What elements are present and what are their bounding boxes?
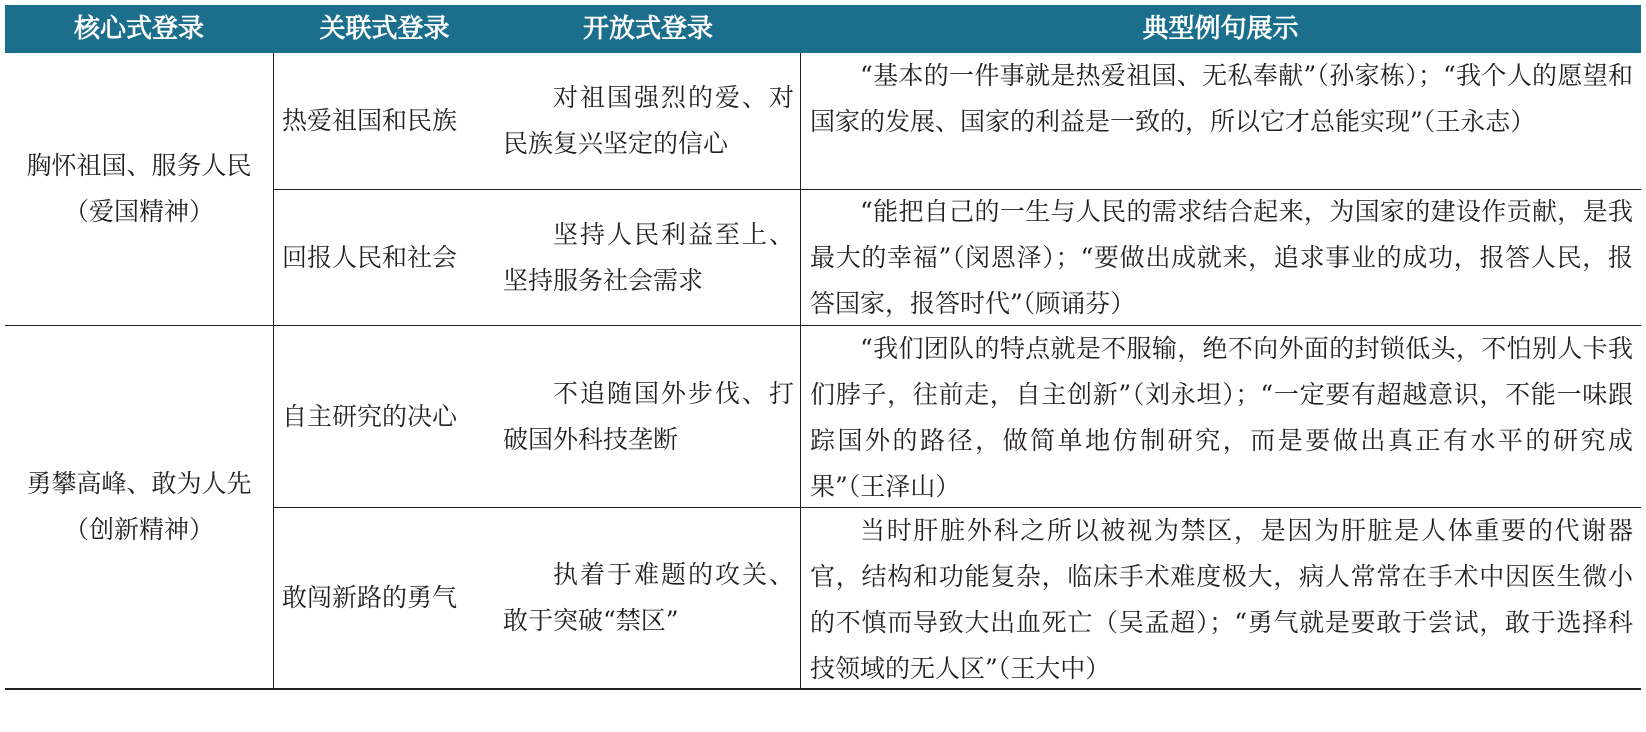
core-label: 勇攀高峰、敢为人先 [26,469,252,498]
example-text: “我们团队的特点就是不服输，绝不向外面的封锁低头，不怕别人卡我们脖子，往前走，自主创新”（刘永坦）；“一定要有超越意识，不能一味跟踪国外的路径，做简单地仿制研究，而是要做出真正有水平的研究成果”（王泽山） [810,334,1633,501]
table-header [5,5,1641,53]
open-cell [496,508,800,688]
related-text: 回报人民和社会 [282,242,458,272]
header-core-registration: 核心式登录 [73,14,204,44]
example-text: 当时肝脏外科之所以被视为禁区，是因为肝脏是人体重要的代谢器官，结构和功能复杂，临床手术难度极大，病人常常在手术中因医生微小的不慎而导致大出血死亡（吴孟超）；“勇气就是要敢于尝试，敢于选择科技领域的无人区”（王大中） [810,516,1633,683]
header-related-registration: 关联式登录 [319,14,450,44]
example-text: “基本的一件事就是热爱祖国、无私奉献”（孙家栋）；“我个人的愿望和国家的发展、国家的利益是一致的，所以它才总能实现”（王永志） [810,61,1633,136]
related-text: 热爱祖国和民族 [282,106,458,135]
example-text: “能把自己的一生与人民的需求结合起来，为国家的建设作贡献，是我最大的幸福”（闵恩泽）；“要做出成就来，追求事业的成功，报答人民，报答国家，报答时代”（顾诵芬） [810,197,1633,318]
row-divider [273,507,1641,508]
open-text: 不追随国外步伐、打破国外科技垄断 [503,378,794,454]
core-sublabel: （爱国精神） [63,197,214,226]
related-text: 敢闯新路的勇气 [282,583,458,612]
related-cell [273,53,496,189]
table-bottom-rule [5,688,1641,690]
open-text: 执着于难题的攻关、敢于突破“禁区” [503,560,794,635]
open-cell [496,190,800,325]
column-divider [800,53,801,688]
row-divider [273,189,1641,190]
open-cell [496,53,800,189]
core-cell-patriotism [5,53,273,325]
core-sublabel: （创新精神） [63,515,214,544]
related-cell [273,326,496,507]
open-cell [496,326,800,507]
open-text: 坚持人民利益至上、坚持服务社会需求 [503,219,794,295]
example-cell [800,326,1641,507]
open-text: 对祖国强烈的爱、对民族复兴坚定的信心 [503,83,794,158]
example-cell [800,508,1641,688]
related-cell [273,190,496,325]
header-example-sentences: 典型例句展示 [1142,14,1299,44]
example-cell [800,189,1641,325]
related-text: 自主研究的决心 [282,401,458,431]
core-label: 胸怀祖国、服务人民 [26,151,252,180]
related-cell [273,508,496,688]
group-divider [5,325,1641,326]
core-cell-innovation [5,326,273,688]
example-cell [800,53,1641,189]
column-divider [273,53,274,688]
header-open-registration: 开放式登录 [582,14,713,44]
